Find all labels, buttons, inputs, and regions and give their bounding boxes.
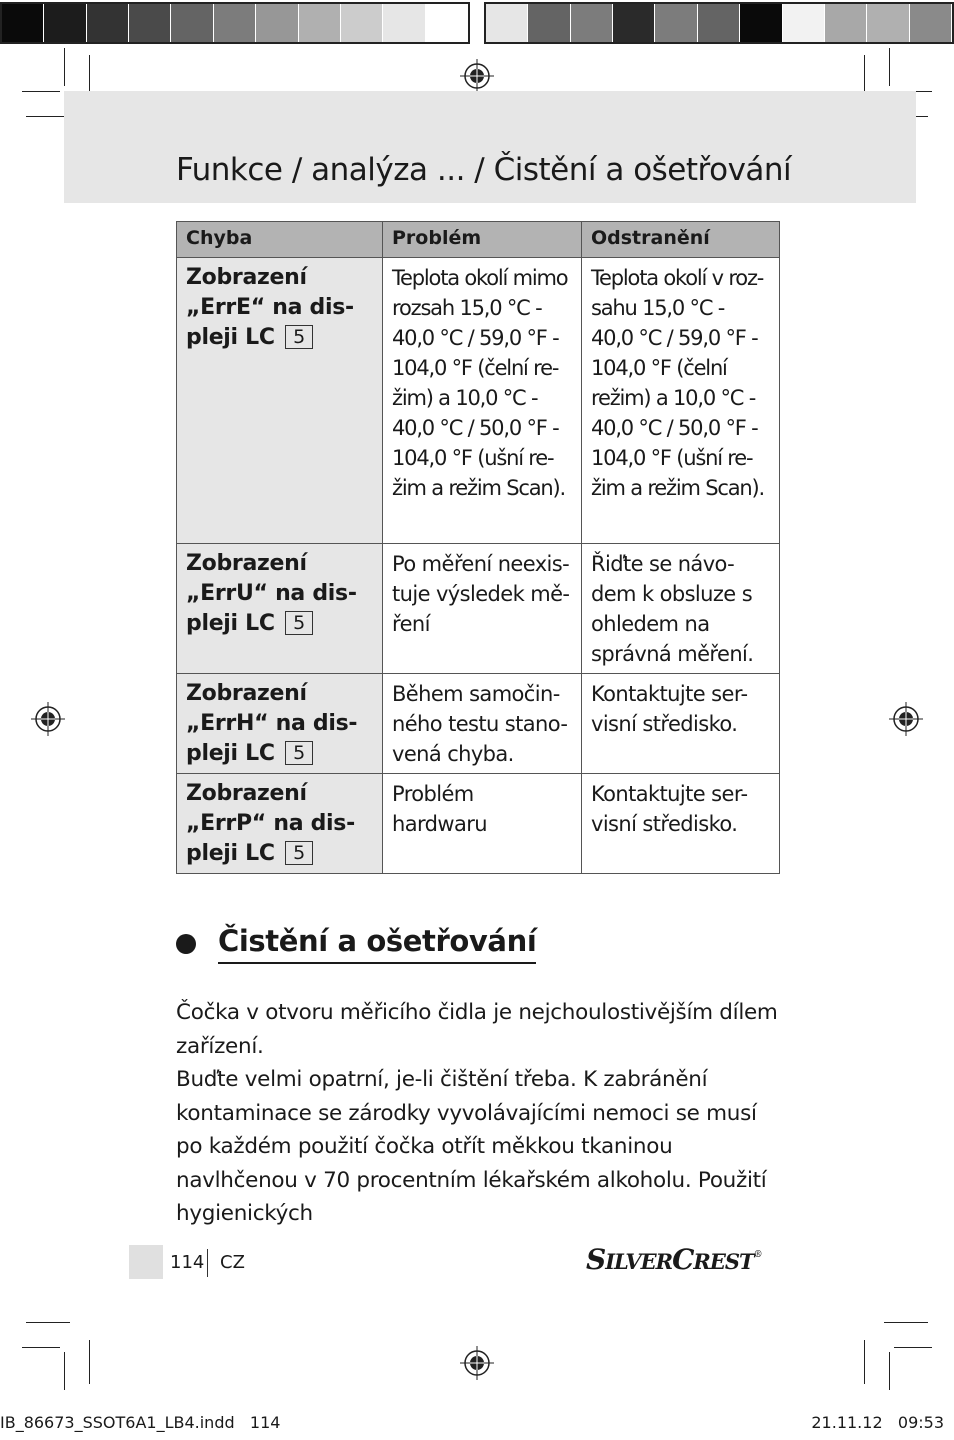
color-swatch <box>171 4 213 42</box>
color-swatch <box>44 4 86 42</box>
language-code: CZ <box>220 1252 245 1273</box>
color-swatch <box>87 4 129 42</box>
page-number: 114 <box>170 1252 205 1273</box>
chyba-cell <box>177 674 383 774</box>
chyba-cell <box>177 258 383 544</box>
color-calibration-bar-right <box>484 2 954 44</box>
color-swatch <box>129 4 171 42</box>
crop-mark <box>889 1352 890 1390</box>
column-header-odstraneni: Odstranění <box>582 222 780 258</box>
color-swatch <box>383 4 425 42</box>
column-header-chyba: Chyba <box>177 222 383 258</box>
page-title: Funkce / analýza ... / Čistění a ošetřování <box>176 152 792 188</box>
problem-cell: Po měření neexis-tuje výsledek mě-ření <box>383 544 582 674</box>
registration-mark-icon <box>460 59 494 93</box>
color-swatch <box>2 4 44 42</box>
color-swatch <box>740 4 782 42</box>
paragraph: Čočka v otvoru měřicího čidla je nejchoulostivějším dílem zařízení. <box>176 1000 778 1059</box>
crop-mark <box>889 48 890 86</box>
odstraneni-cell: Řiďte se návo-dem k obsluze s ohledem na správná měření. <box>582 544 780 674</box>
section-title: Čistění a ošetřování <box>218 924 536 964</box>
error-table <box>176 221 780 874</box>
reference-number: 5 <box>285 841 313 865</box>
color-swatch <box>571 4 613 42</box>
color-swatch <box>214 4 256 42</box>
crop-mark <box>22 1347 60 1348</box>
color-swatch <box>783 4 825 42</box>
odstraneni-cell: Kontaktujte ser-visní středisko. <box>582 674 780 774</box>
color-swatch <box>426 4 468 42</box>
registration-mark-icon <box>889 702 923 736</box>
bullet-icon <box>176 934 196 954</box>
table-header-row <box>177 222 780 258</box>
color-swatch <box>256 4 298 42</box>
print-slug-datetime: 21.11.12 09:53 <box>811 1413 944 1432</box>
section-heading <box>176 924 536 964</box>
table-row <box>177 674 780 774</box>
chyba-text: Zobrazení „ErrE“ na dis-pleji LC <box>186 265 354 350</box>
chyba-text: Zobrazení „ErrU“ na dis-pleji LC <box>186 551 357 636</box>
paragraph: Buďte velmi opatrní, je-li čištění třeba. K zabránění kontaminace se zárodky vyvolávajícími nemoci se musí po každém použití čočka otřít měkkou tkaninou navlhčenou v 70 procentním lékařském alkoholu. Použití hygienických <box>176 1067 767 1226</box>
crop-mark <box>22 91 60 92</box>
table-row <box>177 258 780 544</box>
print-slug-file: IB_86673_SSOT6A1_LB4.indd 114 <box>0 1413 281 1432</box>
color-swatch <box>698 4 740 42</box>
problem-cell: Problém hardwaru <box>383 774 582 874</box>
crop-mark <box>884 1322 928 1323</box>
reference-number: 5 <box>285 741 313 765</box>
color-swatch <box>910 4 952 42</box>
table-row <box>177 774 780 874</box>
color-swatch <box>867 4 909 42</box>
odstraneni-cell: Kontaktujte ser-visní středisko. <box>582 774 780 874</box>
chyba-text: Zobrazení „ErrP“ na dis-pleji LC <box>186 781 355 866</box>
chyba-cell <box>177 544 383 674</box>
crop-mark <box>894 1347 932 1348</box>
column-header-problem: Problém <box>383 222 582 258</box>
crop-mark <box>26 1322 70 1323</box>
crop-mark <box>89 1340 90 1384</box>
color-swatch <box>655 4 697 42</box>
color-swatch <box>613 4 655 42</box>
crop-mark <box>64 48 65 86</box>
footer-tab-marker <box>129 1245 163 1279</box>
table-row <box>177 544 780 674</box>
color-swatch <box>825 4 867 42</box>
odstraneni-cell: Teplota okolí v roz-sahu 15,0 °C - 40,0 °C / 59,0 °F - 104,0 °F (čelní režim) a 10,0 °C - 40,0 °C / 50,0 °F - 104,0 °F (ušní re-žim a režim Scan). <box>582 258 780 544</box>
registration-mark-icon <box>31 702 65 736</box>
problem-cell: Teplota okolí mimo rozsah 15,0 °C - 40,0 °C / 59,0 °F - 104,0 °F (čelní re-žim) a 10,0 °C - 40,0 °C / 50,0 °F - 104,0 °F (ušní re-žim a režim Scan). <box>383 258 582 544</box>
reference-number: 5 <box>285 325 313 349</box>
color-swatch <box>528 4 570 42</box>
color-calibration-bar-left <box>0 2 470 44</box>
chyba-cell <box>177 774 383 874</box>
problem-cell: Během samočin-ného testu stano-vená chyba. <box>383 674 582 774</box>
color-swatch <box>486 4 528 42</box>
color-swatch <box>299 4 341 42</box>
crop-mark <box>864 1340 865 1384</box>
chyba-text: Zobrazení „ErrH“ na dis-pleji LC <box>186 681 358 766</box>
registration-mark-icon <box>460 1346 494 1380</box>
footer-divider <box>207 1249 208 1277</box>
section-body <box>176 996 786 1231</box>
color-swatch <box>341 4 383 42</box>
brand-logo: SILVERCREST® <box>586 1243 762 1276</box>
reference-number: 5 <box>285 611 313 635</box>
crop-mark <box>64 1352 65 1390</box>
